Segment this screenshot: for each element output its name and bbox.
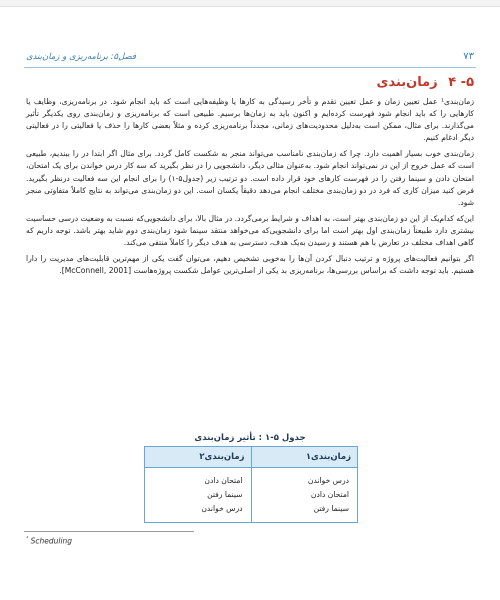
activity-item: امتحان دادن — [204, 476, 243, 485]
table-header-row — [145, 447, 358, 468]
table-caption: جدول ۵-۱ : تأثیر زمان‌بندی — [194, 433, 306, 443]
activity-item: درس خواندن — [201, 504, 243, 513]
page-top-edge — [0, 0, 500, 7]
paragraph: زمان‌بندی¹ عمل تعیین زمان و عمل تعیین تقدم و تأخر رسیدگی به کارها یا وظیفه‌هایی است که باید انجام شود. در برنامه‌ریزی، وظایف یا کارهایی را که باید انجام شود فهرست کرده‌ایم و اکنون باید به زمان‌ها برسیم. طبیعی است که برنامه‌ریزی و زمان‌بندی روی یکدیگر تأثیر می‌گذارند. برای مثال، ممکن است به‌دلیل محدودیت‌های زمانی، مجدداً برنامه‌ریزی کرده و مثلاً بعضی کارها را حذف یا فعالیتی را در فعالیتی دیگر ادغام کنیم. — [26, 97, 474, 143]
footnote — [26, 536, 72, 546]
body-text — [26, 96, 474, 281]
activity-item: درس خواندن — [307, 476, 349, 485]
activity-item: امتحان دادن — [310, 490, 349, 499]
schedule-1-cell — [251, 468, 358, 523]
running-header — [24, 50, 476, 68]
paragraph: زمان‌بندی خوب بسیار اهمیت دارد. چرا که زمان‌بندی نامناسب می‌تواند منجر به شکست کامل گردد. برای مثال اگر ابتدا در را ببندیم، طبیعی است که عمل خروج از این در نمی‌تواند انجام شود. به‌عنوان مثالی دیگر، دانشجویی را در نظر بگیرید که سه کار درس خواندن برای یک امتحان، امتحان دادن و سینما رفتن را در فهرست کارهای خود قرار داده است. دو ترتیب زیر (جدول۵-۱) را برای انجام این سه فعالیت درنظر بگیرید. فرض کنید میزان کاری که فرد در دو زمان‌بندی مختلف انجام می‌دهد دقیقاً یکسان است. این دو زمان‌بندی می‌تواند به نتایج کاملاً متفاوتی منجر شود. — [26, 149, 474, 207]
paragraph: اگر بتوانیم فعالیت‌های پروژه و ترتیب دنبال کردن آن‌ها را به‌خوبی تشخیص دهیم، می‌توان گفت یکی از مهم‌ترین قابلیت‌های مدیریت را دارا هستیم. باید توجه داشت که براساس بررسی‌ها، برنامه‌ریزی بد یکی از اصلی‌ترین عوامل شکست پروژه‌هاست [McConnell, 2001]. — [26, 254, 474, 276]
section-number: ۵- ۴ — [448, 75, 474, 90]
schedule-2-cell — [145, 468, 252, 523]
section-title: زمان‌بندی — [376, 75, 438, 90]
page-number: ۷۳ — [463, 51, 474, 62]
footnote-divider — [24, 531, 194, 532]
table-header-schedule-2: زمان‌بندی۲ — [145, 447, 252, 468]
section-heading — [377, 75, 474, 90]
activity-item: سینما رفتن — [207, 490, 243, 499]
header-divider — [24, 67, 476, 68]
footnote-marker: ¹ — [26, 536, 29, 542]
footnote-text: Scheduling — [30, 536, 73, 546]
table-header-schedule-1: زمان‌بندی۱ — [251, 447, 358, 468]
table-row — [145, 468, 358, 523]
activity-item: سینما رفتن — [313, 504, 349, 513]
paragraph: این‌که کدام‌یک از این دو زمان‌بندی بهتر است، به اهداف و شرایط برمی‌گردد. در مثال بالا، برای دانشجویی‌که نسبت به وضعیت درسی حساسیت بیشتری دارد طبیعتاً زمان‌بندی اول بهتر است اما برای دانشجویی‌که می‌خواهد منتقد سینما شود زمان‌بندی دوم شاید بهتر باشد. توجه داریم که گاهی اهداف مختلف در تعارض با هم هستند و رسیدن به‌یک هدف، دسترسی به هدف دیگر را کاملاً منتفی می‌کند. — [26, 213, 474, 248]
chapter-title: فصل۵: برنامه‌ریزی و زمان‌بندی — [26, 52, 136, 62]
schedule-table — [144, 446, 358, 523]
